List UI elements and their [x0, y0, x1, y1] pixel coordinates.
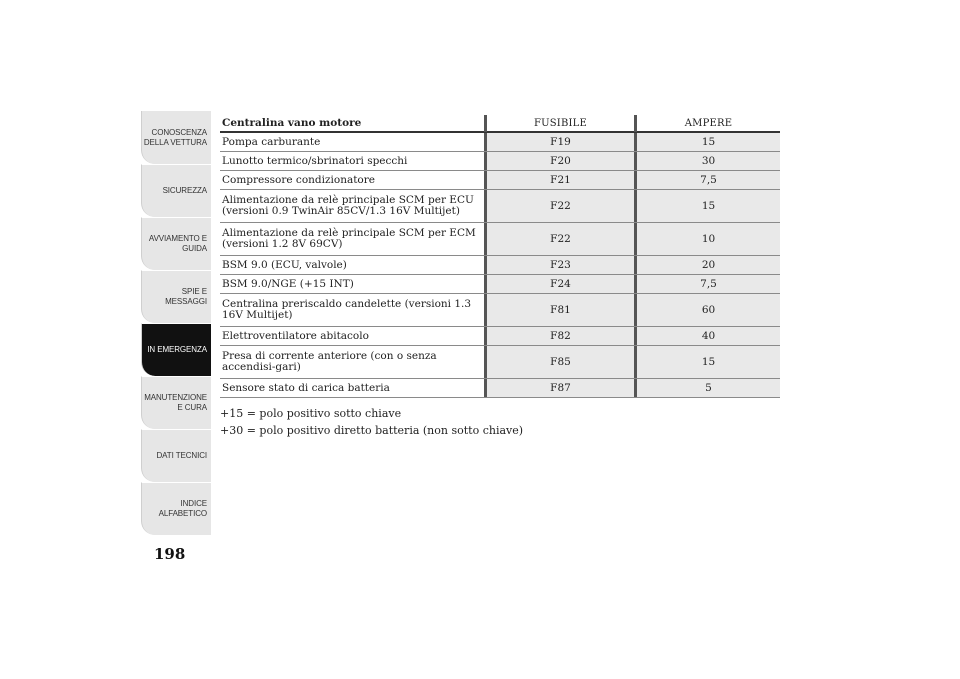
table-row [220, 190, 780, 223]
tab-label: CONOSCENZA DELLA VETTURA [143, 127, 207, 147]
fuse-table [220, 116, 780, 398]
cell-ampere: 15 [634, 346, 780, 378]
tab-conoscenza-della-vettura[interactable] [141, 111, 211, 164]
tab-dati-tecnici[interactable] [141, 429, 211, 482]
tab-sicurezza[interactable] [141, 164, 211, 217]
cell-description: Compressore condizionatore [222, 173, 375, 186]
header-fusibile: FUSIBILE [484, 115, 634, 132]
cell-fuse: F22 [484, 190, 634, 222]
table-header-row [220, 116, 780, 133]
tab-label: MANUTENZIONE E CURA [144, 393, 207, 412]
cell-fuse: F21 [484, 171, 634, 189]
header-description: Centralina vano motore [222, 117, 362, 129]
table-row [220, 346, 780, 379]
cell-description: Pompa carburante [222, 135, 321, 148]
cell-description: Sensore stato di carica batteria [222, 381, 390, 394]
cell-fuse: F87 [484, 379, 634, 397]
cell-ampere: 40 [634, 327, 780, 345]
cell-description: BSM 9.0 (ECU, valvole) [222, 258, 347, 271]
chapter-sidebar [141, 111, 211, 535]
notes [220, 405, 523, 439]
cell-ampere: 7,5 [634, 171, 780, 189]
tab-label: IN EMERGENZA [147, 345, 207, 354]
cell-ampere: 15 [634, 190, 780, 222]
cell-ampere: 20 [634, 256, 780, 274]
tab-label: DATI TECNICI [156, 451, 207, 460]
cell-fuse: F19 [484, 133, 634, 151]
tab-manutenzione-e-cura[interactable] [141, 376, 211, 429]
cell-ampere: 5 [634, 379, 780, 397]
table-row [220, 152, 780, 171]
cell-fuse: F81 [484, 294, 634, 326]
cell-description: Lunotto termico/sbrinatori specchi [222, 154, 408, 167]
table-row [220, 327, 780, 346]
cell-description: BSM 9.0/NGE (+15 INT) [222, 277, 354, 290]
table-row [220, 294, 780, 327]
header-ampere: AMPERE [634, 115, 780, 132]
cell-description: Centralina preriscaldo candelette (versioni 1.3 16V Multijet) [222, 298, 472, 321]
tab-label: AVVIAMENTO E GUIDA [148, 234, 207, 253]
cell-description: Presa di corrente anteriore (con o senza accendisi-gari) [222, 350, 437, 373]
cell-fuse: F22 [484, 223, 634, 255]
note-plus-15: +15 = polo positivo sotto chiave [220, 407, 402, 420]
cell-description: Elettroventilatore abitacolo [222, 329, 369, 342]
table-row [220, 223, 780, 256]
cell-ampere: 7,5 [634, 275, 780, 293]
page-number: 198 [154, 545, 186, 563]
table-row [220, 256, 780, 275]
cell-ampere: 15 [634, 133, 780, 151]
cell-ampere: 60 [634, 294, 780, 326]
tab-spie-e-messaggi[interactable] [141, 270, 211, 323]
tab-indice-alfabetico[interactable] [141, 482, 211, 535]
table-row [220, 133, 780, 152]
cell-ampere: 10 [634, 223, 780, 255]
cell-fuse: F20 [484, 152, 634, 170]
table-row [220, 379, 780, 398]
cell-description: Alimentazione da relè principale SCM per ECU (versioni 0.9 TwinAir 85CV/1.3 16V Multijet) [222, 194, 474, 217]
cell-fuse: F82 [484, 327, 634, 345]
cell-fuse: F24 [484, 275, 634, 293]
cell-description: Alimentazione da relè principale SCM per ECM (versioni 1.2 8V 69CV) [222, 227, 476, 250]
cell-fuse: F23 [484, 256, 634, 274]
tab-label: SICUREZZA [162, 186, 207, 195]
tab-label: INDICE ALFABETICO [158, 499, 207, 518]
tab-avviamento-e-guida[interactable] [141, 217, 211, 270]
tab-in-emergenza[interactable] [141, 323, 211, 376]
table-row [220, 275, 780, 294]
cell-ampere: 30 [634, 152, 780, 170]
tab-label: SPIE E MESSAGGI [165, 287, 207, 306]
cell-fuse: F85 [484, 346, 634, 378]
note-plus-30: +30 = polo positivo diretto batteria (non sotto chiave) [220, 424, 524, 437]
table-row [220, 171, 780, 190]
